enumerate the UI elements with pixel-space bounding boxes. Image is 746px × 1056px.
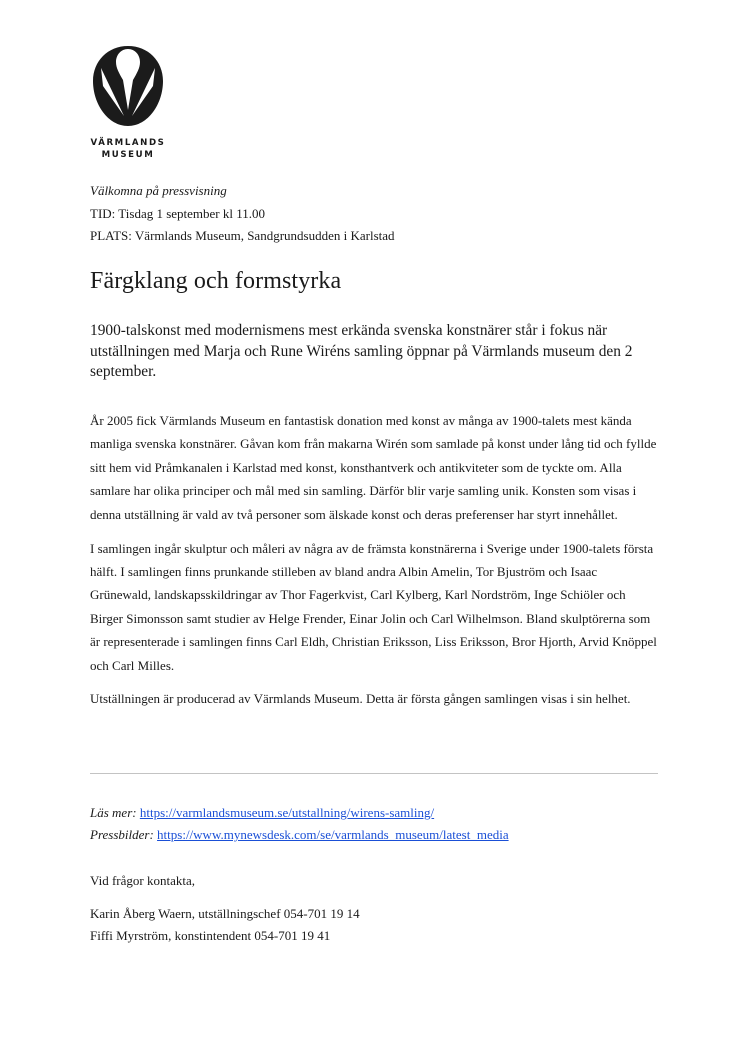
- invite-time: TID: Tisdag 1 september kl 11.00: [90, 205, 266, 221]
- read-more-label: Läs mer:: [90, 805, 140, 820]
- read-more-link[interactable]: https://varmlandsmuseum.se/utstallning/wirens-samling/: [139, 805, 435, 820]
- logo-text-line2: MUSEUM: [101, 150, 155, 160]
- body-paragraph-1: År 2005 fick Värmlands Museum en fantastisk donation med konst av många av 1900-talets mest kända manliga svenska konstnärer. Gåvan kom från makarna Wirén som samlade på konst under lång tid och fyllde sitt hem vid Pråmkanalen i Karlstad med konst, konsthantverk och antikviteter som de tyckte om. Alla samlare har olika principer och mål med sin samling. Därför blir varje samling unik. Konsten som visas i denna utställning är vald av två personer som älskade konst och deras preferenser har styrt innehållet.: [90, 413, 657, 522]
- read-more-row: [90, 802, 509, 824]
- contact-person-1: Karin Åberg Waern, utställningschef 054-701 19 14: [90, 906, 360, 921]
- logo-text-line1: VÄRMLANDS: [90, 138, 166, 148]
- links-section: [90, 802, 509, 846]
- contact-person-2: Fiffi Myrström, konstintendent 054-701 19 41: [90, 928, 331, 943]
- press-images-label: Pressbilder:: [90, 827, 158, 842]
- divider: [90, 773, 658, 774]
- museum-v-logo-icon: [93, 46, 163, 128]
- page-title: Färgklang och formstyrka: [90, 268, 342, 294]
- press-images-link[interactable]: https://www.mynewsdesk.com/se/varmlands_museum/latest_media: [157, 827, 509, 842]
- ingress: 1900-talskonst med modernismens mest erkända svenska konstnärer står i fokus när utställningen med Marja och Rune Wiréns samling öppnar på Värmlands museum den 2 september.: [90, 322, 633, 380]
- invite-place: PLATS: Värmlands Museum, Sandgrundsudden i Karlstad: [90, 228, 395, 243]
- body-text: [90, 409, 660, 721]
- contact-list: [90, 903, 360, 947]
- invite-lead: Välkomna på pressvisning: [90, 183, 227, 198]
- museum-logo: [86, 46, 170, 161]
- body-paragraph-3: Utställningen är producerad av Värmlands Museum. Detta är första gången samlingen visas i sin helhet.: [90, 691, 631, 707]
- body-paragraph-2: I samlingen ingår skulptur och måleri av några av de främsta konstnärerna i Sverige under 1900-talets första hälft. I samlingen finns prunkande stilleben av bland andra Albin Amelin, Tor Bjuström och Isaac Grünewald, landskapsskildringar av Thor Fagerkvist, Carl Kylberg, Karl Nordström, Inge Schiöler och Birger Simonsson samt studier av Helge Frender, Einar Jolin och Carl Wilhelmson. Bland skulptörerna som är representerade i samlingen finns Carl Eldh, Christian Eriksson, Liss Eriksson, Bror Hjorth, Arvid Knöppel och Carl Milles.: [90, 540, 657, 673]
- press-images-row: [90, 824, 509, 846]
- press-invite: [90, 180, 395, 248]
- contact-heading: Vid frågor kontakta,: [90, 873, 195, 888]
